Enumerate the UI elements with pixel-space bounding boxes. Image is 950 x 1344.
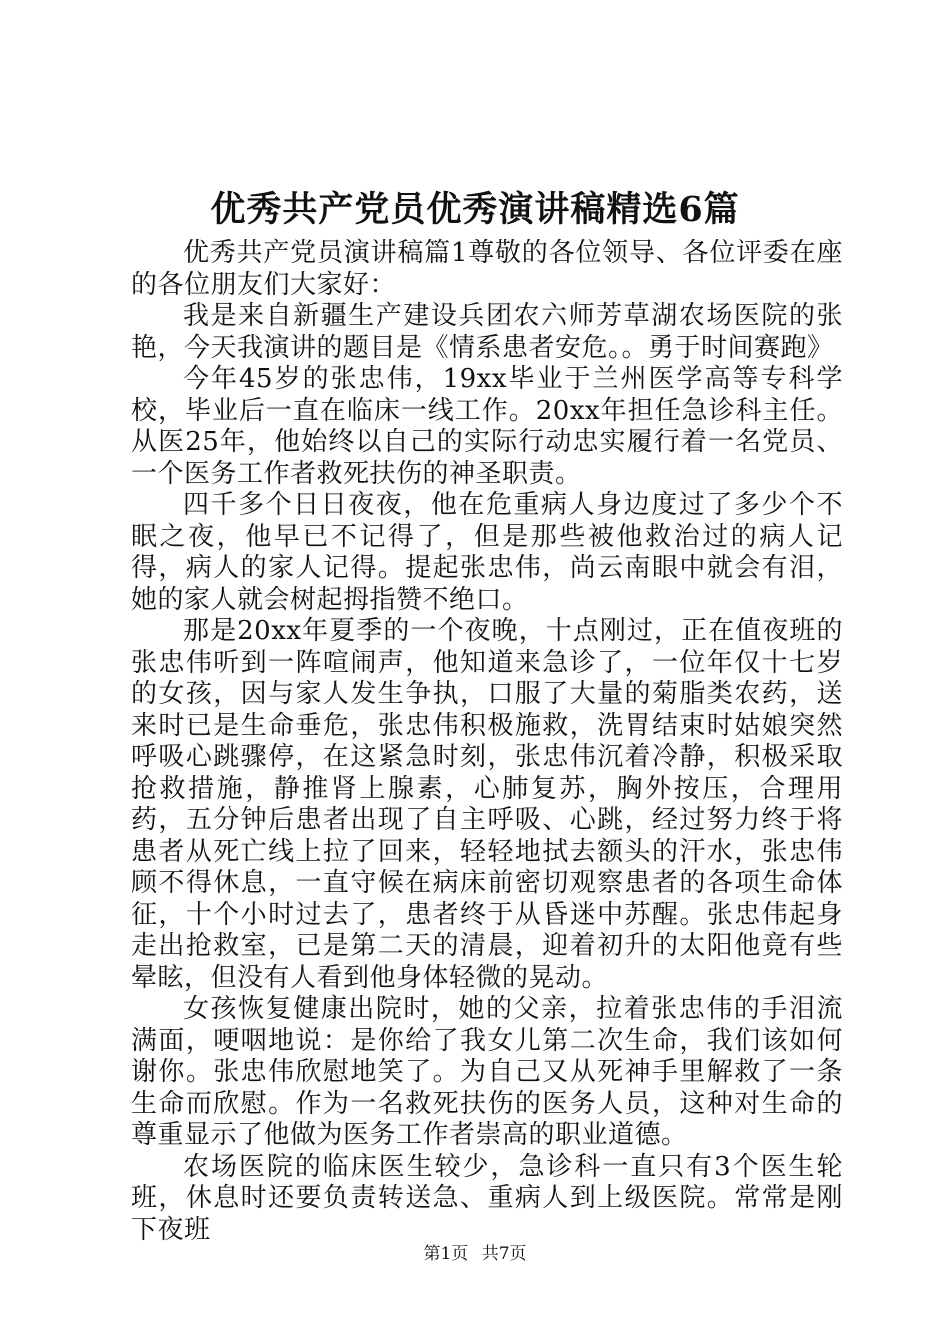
paragraph: 女孩恢复健康出院时，她的父亲，拉着张忠伟的手泪流满面，哽咽地说：是你给了我女儿第二次生命，我们该如何谢你。张忠伟欣慰地笑了。为自己又从死神手里解救了一条生命而欣慰。作为一名救死扶伤的医务人员，这种对生命的尊重显示了他做为医务工作者崇高的职业道德。 xyxy=(131,994,843,1150)
document-title: 优秀共产党员优秀演讲稿精选6篇 xyxy=(210,189,740,230)
page-number: 第1页 xyxy=(423,1244,469,1264)
paragraph: 农场医院的临床医生较少，急诊科一直只有3个医生轮班，休息时还要负责转送急、重病人到上级医院。常常是刚下夜班 xyxy=(131,1151,843,1245)
paragraph: 我是来自新疆生产建设兵团农六师芳草湖农场医院的张艳，今天我演讲的题目是《情系患者安危。。勇于时间赛跑》 xyxy=(131,301,843,363)
paragraph: 那是20xx年夏季的一个夜晚，十点刚过，正在值夜班的张忠伟听到一阵喧闹声，他知道来急诊了，一位年仅十七岁的女孩，因与家人发生争执，口服了大量的菊脂类农药，送来时已是生命垂危，张忠伟积极施救，洗胃结束时姑娘突然呼吸心跳骤停，在这紧急时刻，张忠伟沉着冷静，积极采取抢救措施，静推肾上腺素，心肺复苏，胸外按压，合理用药，五分钟后患者出现了自主呼吸、心跳，经过努力终于将患者从死亡线上拉了回来，轻轻地拭去额头的汗水，张忠伟顾不得休息，一直守候在病床前密切观察患者的各项生命体征，十个小时过去了，患者终于从昏迷中苏醒。张忠伟起身走出抢救室，已是第二天的清晨，迎着初升的太阳他竟有些晕眩，但没有人看到他身体轻微的晃动。 xyxy=(131,616,843,993)
paragraph: 今年45岁的张忠伟，19xx毕业于兰州医学高等专科学校，毕业后一直在临床一线工作。20xx年担任急诊科主任。从医25年，他始终以自己的实际行动忠实履行着一名党员、一个医务工作者救死扶伤的神圣职责。 xyxy=(131,364,843,489)
page-total: 共7页 xyxy=(481,1244,527,1264)
paragraph: 优秀共产党员演讲稿篇1尊敬的各位领导、各位评委在座的各位朋友们大家好： xyxy=(131,238,843,300)
page-footer xyxy=(0,1242,950,1266)
paragraph: 四千多个日日夜夜，他在危重病人身边度过了多少个不眠之夜，他早已不记得了，但是那些被他救治过的病人记得，病人的家人记得。提起张忠伟，尚云南眼中就会有泪，她的家人就会树起拇指赞不绝口。 xyxy=(131,490,843,615)
document-body xyxy=(131,238,843,1246)
